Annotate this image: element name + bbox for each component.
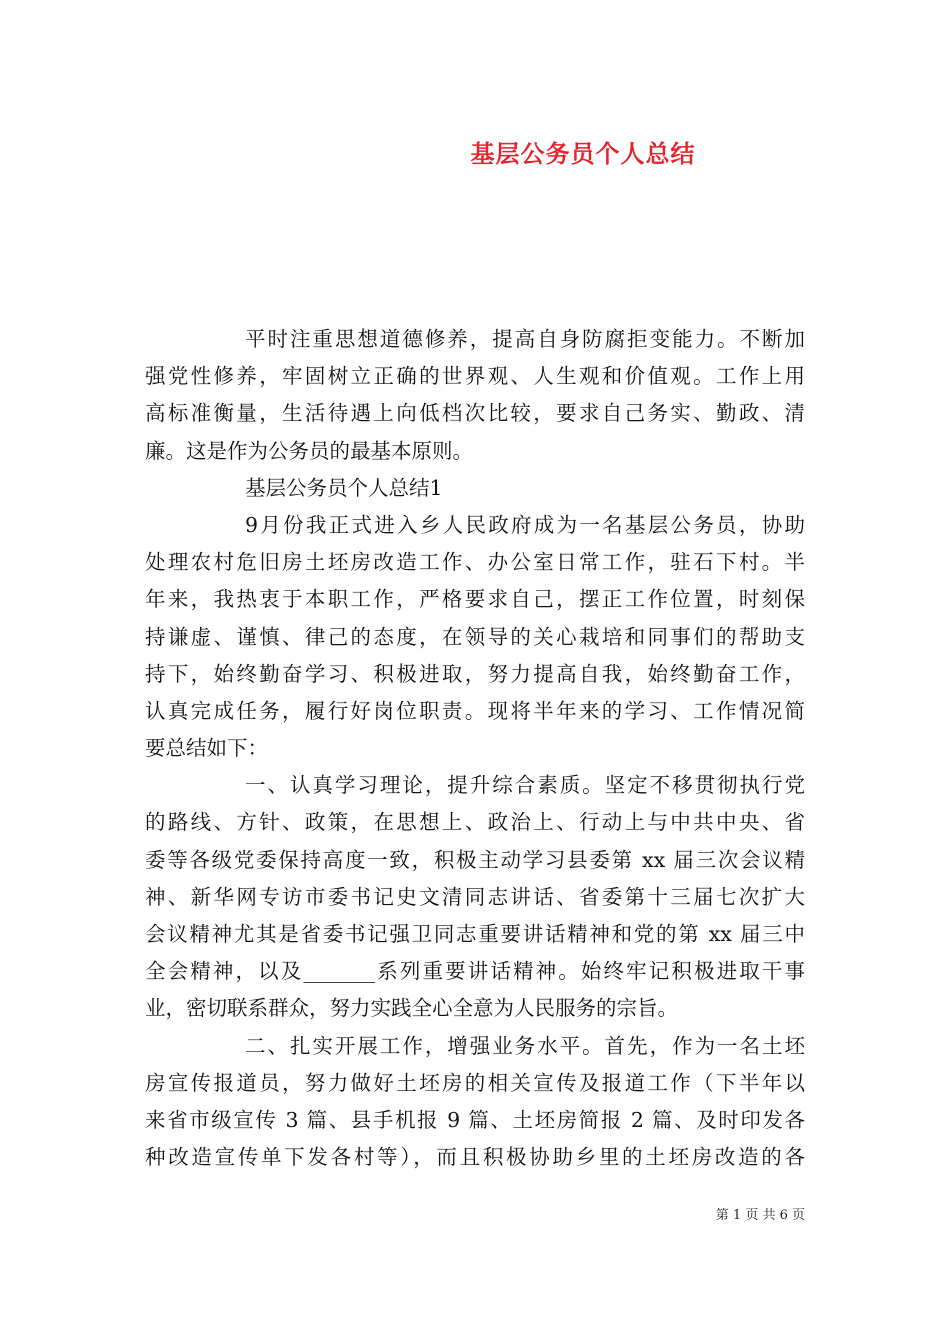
text-line: 种改造宣传单下发各村等），而且积极协助乡里的土坯房改造的各 [145,1145,805,1170]
page-footer: 第 1 页 共 6 页 [715,1208,805,1223]
text-line: 9月份我正式进入乡人民政府成为一名基层公务员，协助 [245,512,805,537]
text-line: 基层公务员个人总结1 [245,475,443,500]
paragraph [145,321,805,470]
text-line: 的路线、方针、政策，在思想上、政治上、行动上与中共中央、省 [145,810,805,835]
document-body [145,321,805,1176]
document-title: 基层公务员个人总结 [470,139,696,168]
text-line: 处理农村危旧房土坯房改造工作、办公室日常工作，驻石下村。半 [145,550,805,575]
text-line: 要总结如下： [145,736,268,761]
paragraph [145,507,805,767]
text-line: 房宣传报道员，努力做好土坯房的相关宣传及报道工作（下半年以 [145,1070,805,1095]
text-line: 平时注重思想道德修养，提高自身防腐拒变能力。不断加 [245,327,805,351]
text-line: 一、认真学习理论，提升综合素质。坚定不移贯彻执行党 [245,773,805,798]
text-line: 二、扎实开展工作，增强业务水平。首先，作为一名土坯 [245,1033,805,1058]
text-line: 年来，我热衷于本职工作，严格要求自己，摆正工作位置，时刻保 [145,587,805,612]
text-line: 高标准衡量，生活待遇上向低档次比较，要求自己务实、勤政、清 [145,401,805,426]
text-line: 全会精神，以及_______系列重要讲话精神。始终牢记积极进取干事 [145,959,805,984]
text-line: 认真完成任务，履行好岗位职责。现将半年来的学习、工作情况简 [145,698,805,723]
paragraph [145,470,805,507]
paragraph [145,1028,805,1177]
text-line: 会议精神尤其是省委书记强卫同志重要讲话精神和党的第 xx 届三中 [145,922,805,946]
text-line: 业，密切联系群众，努力实践全心全意为人民服务的宗旨。 [145,996,678,1021]
text-line: 强党性修养，牢固树立正确的世界观、人生观和价值观。工作上用 [145,364,805,389]
text-line: 持谦虚、谨慎、律己的态度，在领导的关心栽培和同事们的帮助支 [145,624,805,649]
text-line: 委等各级党委保持高度一致，积极主动学习县委第 xx 届三次会议精 [145,847,805,872]
text-line: 来省市级宣传 3 篇、县手机报 9 篇、土坯房简报 2 篇、及时印发各 [145,1107,805,1132]
text-line: 持下，始终勤奋学习、积极进取，努力提高自我，始终勤奋工作， [145,661,805,686]
text-line: 神、新华网专访市委书记史文清同志讲话、省委第十三届七次扩大 [145,884,805,909]
paragraph [145,767,805,1027]
text-line: 廉。这是作为公务员的最基本原则。 [145,438,473,463]
